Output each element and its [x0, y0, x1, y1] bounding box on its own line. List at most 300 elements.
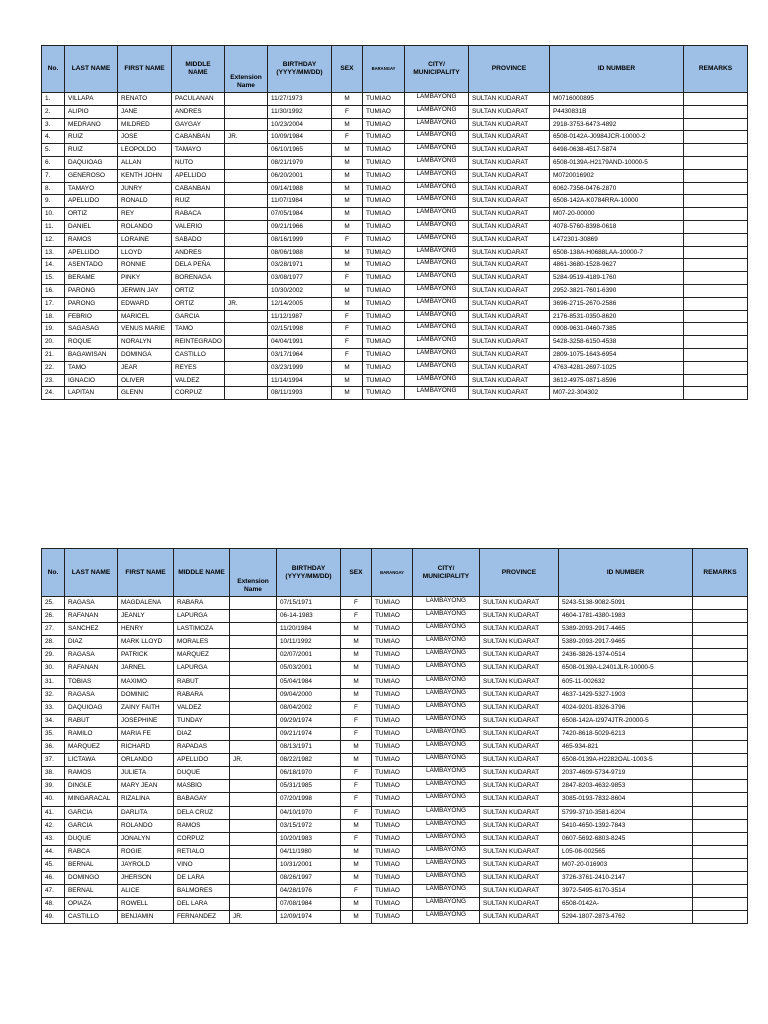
cell-sex: F — [341, 832, 372, 845]
cell-province: SULTAN KUDARAT — [469, 144, 550, 157]
table-row — [42, 348, 748, 361]
cell-province: SULTAN KUDARAT — [480, 675, 559, 688]
cell-barangay: TUMIAO — [363, 233, 405, 246]
cell-id-number: 5410-4650-1392-7843 — [559, 819, 693, 832]
cell-birthday: 10/11/1992 — [277, 636, 341, 649]
cell-middle-name: RAMOS — [174, 819, 230, 832]
cell-no: 21. — [42, 348, 65, 361]
cell-no: 23. — [42, 374, 65, 387]
cell-city: LAMBAYONG — [413, 714, 480, 727]
cell-remarks — [693, 636, 748, 649]
cell-extension-name — [225, 182, 268, 195]
cell-extension-name — [230, 858, 277, 871]
cell-last-name: GARCIA — [65, 806, 118, 819]
cell-id-number: 5243-5138-9082-5091 — [559, 597, 693, 610]
cell-barangay: TUMIAO — [372, 701, 413, 714]
cell-province: SULTAN KUDARAT — [469, 118, 550, 131]
cell-id-number: 6498-0638-4517-5874 — [550, 144, 684, 157]
header-extension-name: Extension Name — [225, 46, 268, 93]
cell-last-name: TAMO — [65, 361, 118, 374]
cell-extension-name — [225, 105, 268, 118]
cell-birthday: 09/21/1966 — [268, 220, 332, 233]
cell-barangay: TUMIAO — [372, 623, 413, 636]
cell-sex: M — [332, 220, 363, 233]
cell-birthday: 04/04/1991 — [268, 336, 332, 349]
cell-middle-name: BALMORES — [174, 885, 230, 898]
cell-birthday: 10/30/2002 — [268, 284, 332, 297]
cell-extension-name — [230, 727, 277, 740]
cell-extension-name — [225, 348, 268, 361]
header-city: CITY/ MUNICIPALITY — [413, 549, 480, 597]
cell-sex: M — [332, 387, 363, 400]
cell-first-name: DARLITA — [118, 806, 174, 819]
table-row — [42, 195, 748, 208]
cell-first-name: REY — [118, 208, 172, 221]
header-no: No. — [42, 46, 65, 93]
header-last-name: LAST NAME — [65, 46, 118, 93]
cell-first-name: OLIVER — [118, 374, 172, 387]
cell-birthday: 06/20/2001 — [268, 169, 332, 182]
cell-birthday: 11/30/1992 — [268, 105, 332, 118]
cell-middle-name: MORALES — [174, 636, 230, 649]
header-sex: SEX — [332, 46, 363, 93]
cell-province: SULTAN KUDARAT — [480, 741, 559, 754]
cell-no: 45. — [42, 858, 65, 871]
cell-birthday: 11/27/1973 — [268, 93, 332, 106]
cell-extension-name — [230, 832, 277, 845]
cell-extension-name — [225, 336, 268, 349]
cell-city: LAMBAYONG — [413, 780, 480, 793]
cell-middle-name: RAPADAS — [174, 741, 230, 754]
cell-middle-name: DELA PEÑA — [172, 259, 225, 272]
cell-barangay: TUMIAO — [372, 610, 413, 623]
cell-no: 36. — [42, 741, 65, 754]
cell-barangay: TUMIAO — [363, 131, 405, 144]
cell-id-number: 6508-142A-K0784RRA-10000 — [550, 195, 684, 208]
cell-birthday: 11/12/1987 — [268, 310, 332, 323]
cell-extension-name — [225, 144, 268, 157]
table-row — [42, 208, 748, 221]
header-remarks: REMARKS — [693, 549, 748, 597]
table-row — [42, 780, 748, 793]
cell-birthday: 07/08/1984 — [277, 898, 341, 911]
cell-extension-name — [225, 169, 268, 182]
cell-city: LAMBAYONG — [413, 793, 480, 806]
cell-birthday: 12/09/1974 — [277, 911, 341, 924]
cell-last-name: SANCHEZ — [65, 623, 118, 636]
table-row — [42, 741, 748, 754]
cell-extension-name — [225, 246, 268, 259]
cell-barangay: TUMIAO — [372, 871, 413, 884]
cell-sex: F — [332, 323, 363, 336]
cell-first-name: PATRICK — [118, 649, 174, 662]
cell-city: LAMBAYONG — [405, 182, 469, 195]
cell-province: SULTAN KUDARAT — [480, 845, 559, 858]
cell-province: SULTAN KUDARAT — [480, 911, 559, 924]
cell-id-number: 6508-138A-H0688LAA-10000-7 — [550, 246, 684, 259]
table-row — [42, 118, 748, 131]
cell-remarks — [693, 832, 748, 845]
cell-id-number: 3085-0193-7832-8604 — [559, 793, 693, 806]
cell-no: 48. — [42, 898, 65, 911]
cell-id-number: 4861-3680-1528-9627 — [550, 259, 684, 272]
cell-extension-name — [230, 767, 277, 780]
cell-province: SULTAN KUDARAT — [480, 727, 559, 740]
cell-birthday: 07/20/1998 — [277, 793, 341, 806]
cell-middle-name: VINO — [174, 858, 230, 871]
cell-barangay: TUMIAO — [372, 649, 413, 662]
cell-city: LAMBAYONG — [413, 832, 480, 845]
cell-birthday: 12/14/2005 — [268, 297, 332, 310]
cell-barangay: TUMIAO — [372, 885, 413, 898]
cell-extension-name: JR. — [230, 754, 277, 767]
cell-id-number: 5428-3258-6150-4538 — [550, 336, 684, 349]
cell-first-name: MARICEL — [118, 310, 172, 323]
cell-id-number: 465-934-821 — [559, 741, 693, 754]
cell-province: SULTAN KUDARAT — [469, 182, 550, 195]
cell-province: SULTAN KUDARAT — [480, 806, 559, 819]
cell-extension-name — [225, 323, 268, 336]
cell-remarks — [684, 284, 748, 297]
cell-middle-name: REINTEGRADO — [172, 336, 225, 349]
table-row — [42, 806, 748, 819]
cell-last-name: RAFANAN — [65, 610, 118, 623]
cell-middle-name: VALDEZ — [172, 374, 225, 387]
cell-province: SULTAN KUDARAT — [480, 767, 559, 780]
cell-barangay: TUMIAO — [363, 259, 405, 272]
cell-last-name: BERNAL — [65, 885, 118, 898]
cell-first-name: DOMINIC — [118, 688, 174, 701]
cell-remarks — [693, 701, 748, 714]
cell-province: SULTAN KUDARAT — [480, 885, 559, 898]
table-row — [42, 675, 748, 688]
cell-sex: M — [341, 819, 372, 832]
header-city: CITY/ MUNICIPALITY — [405, 46, 469, 93]
cell-remarks — [693, 714, 748, 727]
cell-remarks — [684, 297, 748, 310]
cell-sex: M — [332, 374, 363, 387]
cell-province: SULTAN KUDARAT — [480, 610, 559, 623]
cell-no: 15. — [42, 272, 65, 285]
cell-barangay: TUMIAO — [363, 284, 405, 297]
cell-middle-name: APELLIDO — [174, 754, 230, 767]
cell-id-number: 5284-9519-4189-1760 — [550, 272, 684, 285]
cell-extension-name — [225, 118, 268, 131]
cell-sex: F — [341, 780, 372, 793]
cell-middle-name: RABACA — [172, 208, 225, 221]
cell-birthday: 05/31/1985 — [277, 780, 341, 793]
cell-sex: M — [332, 156, 363, 169]
cell-remarks — [693, 610, 748, 623]
cell-sex: M — [332, 144, 363, 157]
cell-city: LAMBAYONG — [413, 727, 480, 740]
cell-sex: M — [332, 93, 363, 106]
cell-first-name: ROLANDO — [118, 819, 174, 832]
cell-sex: M — [332, 169, 363, 182]
cell-last-name: BERNAL — [65, 858, 118, 871]
cell-id-number: 2918-3753-6473-4892 — [550, 118, 684, 131]
table-row — [42, 361, 748, 374]
header-birthday: BIRTHDAY (YYYY/MM/DD) — [268, 46, 332, 93]
cell-no: 11. — [42, 220, 65, 233]
cell-last-name: DUQUE — [65, 832, 118, 845]
cell-middle-name: CORPUZ — [172, 387, 225, 400]
cell-middle-name: CASTILLO — [172, 348, 225, 361]
cell-extension-name — [225, 374, 268, 387]
cell-sex: F — [341, 727, 372, 740]
cell-middle-name: DE LARA — [174, 871, 230, 884]
cell-city: LAMBAYONG — [413, 819, 480, 832]
cell-middle-name: MASBIO — [174, 780, 230, 793]
cell-province: SULTAN KUDARAT — [469, 208, 550, 221]
header-sex: SEX — [341, 549, 372, 597]
cell-id-number: 5799-3710-3581-6204 — [559, 806, 693, 819]
cell-id-number: 3696-2715-2670-2586 — [550, 297, 684, 310]
cell-id-number: 4763-4281-2697-1025 — [550, 361, 684, 374]
cell-no: 24. — [42, 387, 65, 400]
cell-first-name: LEOPOLDO — [118, 144, 172, 157]
cell-remarks — [684, 195, 748, 208]
cell-city: LAMBAYONG — [405, 233, 469, 246]
cell-no: 4. — [42, 131, 65, 144]
cell-remarks — [693, 806, 748, 819]
cell-last-name: MARQUEZ — [65, 741, 118, 754]
cell-first-name: ZAINY FAITH — [118, 701, 174, 714]
cell-city: LAMBAYONG — [405, 131, 469, 144]
cell-first-name: RICHARD — [118, 741, 174, 754]
cell-city: LAMBAYONG — [413, 858, 480, 871]
cell-city: LAMBAYONG — [405, 336, 469, 349]
cell-middle-name: RUIZ — [172, 195, 225, 208]
cell-birthday: 11/07/1984 — [268, 195, 332, 208]
cell-no: 41. — [42, 806, 65, 819]
cell-remarks — [684, 131, 748, 144]
cell-sex: M — [341, 898, 372, 911]
cell-birthday: 09/04/2000 — [277, 688, 341, 701]
roster-table-1 — [41, 45, 748, 400]
header-province: PROVINCE — [469, 46, 550, 93]
cell-sex: F — [332, 233, 363, 246]
cell-province: SULTAN KUDARAT — [480, 858, 559, 871]
cell-sex: M — [332, 259, 363, 272]
cell-barangay: TUMIAO — [372, 898, 413, 911]
cell-no: 39. — [42, 780, 65, 793]
cell-city: LAMBAYONG — [413, 636, 480, 649]
cell-sex: M — [341, 636, 372, 649]
cell-barangay: TUMIAO — [363, 374, 405, 387]
cell-extension-name — [225, 272, 268, 285]
cell-barangay: TUMIAO — [372, 741, 413, 754]
cell-sex: F — [341, 701, 372, 714]
cell-extension-name — [230, 741, 277, 754]
cell-birthday: 08/16/1999 — [268, 233, 332, 246]
cell-remarks — [693, 780, 748, 793]
cell-middle-name: VALERIO — [172, 220, 225, 233]
cell-barangay: TUMIAO — [363, 323, 405, 336]
cell-no: 38. — [42, 767, 65, 780]
cell-no: 14. — [42, 259, 65, 272]
header-barangay: BARANGAY — [363, 46, 405, 93]
cell-last-name: RAFANAN — [65, 662, 118, 675]
cell-province: SULTAN KUDARAT — [480, 662, 559, 675]
header-extension-name: Extension Name — [230, 549, 277, 597]
cell-city: LAMBAYONG — [413, 767, 480, 780]
cell-middle-name: ORTIZ — [172, 297, 225, 310]
header-row — [42, 46, 748, 93]
cell-extension-name — [230, 610, 277, 623]
cell-birthday: 03/08/1977 — [268, 272, 332, 285]
cell-birthday: 08/06/1988 — [268, 246, 332, 259]
cell-extension-name — [225, 284, 268, 297]
cell-birthday: 06/10/1965 — [268, 144, 332, 157]
cell-barangay: TUMIAO — [363, 144, 405, 157]
header-province: PROVINCE — [480, 549, 559, 597]
cell-city: LAMBAYONG — [405, 169, 469, 182]
cell-city: LAMBAYONG — [405, 284, 469, 297]
cell-barangay: TUMIAO — [363, 208, 405, 221]
cell-sex: M — [341, 845, 372, 858]
cell-last-name: DAQUIOAG — [65, 701, 118, 714]
table-row — [42, 284, 748, 297]
cell-sex: M — [332, 195, 363, 208]
cell-barangay: TUMIAO — [363, 246, 405, 259]
cell-last-name: TOBIAS — [65, 675, 118, 688]
cell-remarks — [693, 793, 748, 806]
cell-no: 34. — [42, 714, 65, 727]
cell-extension-name — [225, 361, 268, 374]
cell-middle-name: APELLIDO — [172, 169, 225, 182]
cell-last-name: PARONG — [65, 284, 118, 297]
cell-no: 1. — [42, 93, 65, 106]
cell-no: 9. — [42, 195, 65, 208]
table-row — [42, 387, 748, 400]
cell-first-name: VENUS MARIE — [118, 323, 172, 336]
cell-no: 6. — [42, 156, 65, 169]
cell-province: SULTAN KUDARAT — [480, 754, 559, 767]
cell-last-name: APELLIDO — [65, 246, 118, 259]
cell-no: 2. — [42, 105, 65, 118]
table-row — [42, 662, 748, 675]
cell-last-name: DANIEL — [65, 220, 118, 233]
cell-id-number: L472301-30869 — [550, 233, 684, 246]
cell-birthday: 07/05/1984 — [268, 208, 332, 221]
cell-city: LAMBAYONG — [405, 374, 469, 387]
cell-no: 29. — [42, 649, 65, 662]
cell-first-name: HENRY — [118, 623, 174, 636]
cell-sex: M — [332, 182, 363, 195]
cell-sex: F — [341, 806, 372, 819]
table-row — [42, 688, 748, 701]
cell-no: 18. — [42, 310, 65, 323]
cell-first-name: RIZALINA — [118, 793, 174, 806]
cell-barangay: TUMIAO — [363, 182, 405, 195]
cell-city: LAMBAYONG — [405, 220, 469, 233]
cell-last-name: RUIZ — [65, 131, 118, 144]
cell-id-number: 6508-0142A- — [559, 898, 693, 911]
cell-sex: F — [332, 105, 363, 118]
cell-middle-name: RETIALO — [174, 845, 230, 858]
cell-barangay: TUMIAO — [372, 793, 413, 806]
cell-first-name: GLENN — [118, 387, 172, 400]
cell-remarks — [684, 182, 748, 195]
cell-first-name: KENTH JOHN — [118, 169, 172, 182]
cell-middle-name: MARQUEZ — [174, 649, 230, 662]
cell-middle-name: NUTO — [172, 156, 225, 169]
cell-middle-name: SABADO — [172, 233, 225, 246]
cell-remarks — [693, 662, 748, 675]
cell-province: SULTAN KUDARAT — [480, 871, 559, 884]
header-middle-name: MIDDLE NAME — [174, 549, 230, 597]
cell-city: LAMBAYONG — [413, 623, 480, 636]
cell-last-name: RAMILO — [65, 727, 118, 740]
table-row — [42, 597, 748, 610]
cell-extension-name — [230, 714, 277, 727]
cell-city: LAMBAYONG — [405, 144, 469, 157]
cell-province: SULTAN KUDARAT — [469, 156, 550, 169]
cell-province: SULTAN KUDARAT — [480, 701, 559, 714]
cell-id-number: M07-22-304302 — [550, 387, 684, 400]
cell-extension-name — [230, 819, 277, 832]
table-row — [42, 323, 748, 336]
table-row — [42, 144, 748, 157]
cell-sex: F — [341, 714, 372, 727]
cell-province: SULTAN KUDARAT — [469, 195, 550, 208]
table-row — [42, 246, 748, 259]
cell-middle-name: TUNDAY — [174, 714, 230, 727]
cell-last-name: VILLAPA — [65, 93, 118, 106]
cell-extension-name — [230, 780, 277, 793]
table-body — [42, 93, 748, 400]
cell-last-name: RUIZ — [65, 144, 118, 157]
cell-birthday: 06/18/1970 — [277, 767, 341, 780]
cell-birthday: 09/14/1988 — [268, 182, 332, 195]
cell-first-name: MARY JEAN — [118, 780, 174, 793]
cell-barangay: TUMIAO — [363, 336, 405, 349]
header-birthday: BIRTHDAY (YYYY/MM/DD) — [277, 549, 341, 597]
cell-birthday: 03/28/1971 — [268, 259, 332, 272]
cell-middle-name: ANDRES — [172, 246, 225, 259]
cell-city: LAMBAYONG — [405, 156, 469, 169]
cell-first-name: RENATO — [118, 93, 172, 106]
cell-middle-name: CABANBAN — [172, 182, 225, 195]
cell-sex: M — [341, 688, 372, 701]
cell-no: 7. — [42, 169, 65, 182]
cell-remarks — [693, 727, 748, 740]
table-row — [42, 272, 748, 285]
cell-extension-name: JR. — [225, 131, 268, 144]
cell-province: SULTAN KUDARAT — [480, 898, 559, 911]
cell-province: SULTAN KUDARAT — [469, 105, 550, 118]
cell-birthday: 08/13/1971 — [277, 741, 341, 754]
cell-last-name: ORTIZ — [65, 208, 118, 221]
cell-last-name: DAQUIOAG — [65, 156, 118, 169]
cell-sex: M — [332, 297, 363, 310]
cell-barangay: TUMIAO — [363, 348, 405, 361]
table-row — [42, 845, 748, 858]
cell-birthday: 03/23/1999 — [268, 361, 332, 374]
cell-remarks — [693, 898, 748, 911]
cell-sex: F — [332, 348, 363, 361]
cell-no: 30. — [42, 662, 65, 675]
cell-sex: F — [332, 131, 363, 144]
cell-extension-name: JR. — [230, 911, 277, 924]
cell-middle-name: RABARA — [174, 688, 230, 701]
cell-no: 13. — [42, 246, 65, 259]
cell-city: LAMBAYONG — [405, 105, 469, 118]
cell-city: LAMBAYONG — [413, 911, 480, 924]
cell-barangay: TUMIAO — [363, 272, 405, 285]
cell-last-name: RAMOS — [65, 767, 118, 780]
